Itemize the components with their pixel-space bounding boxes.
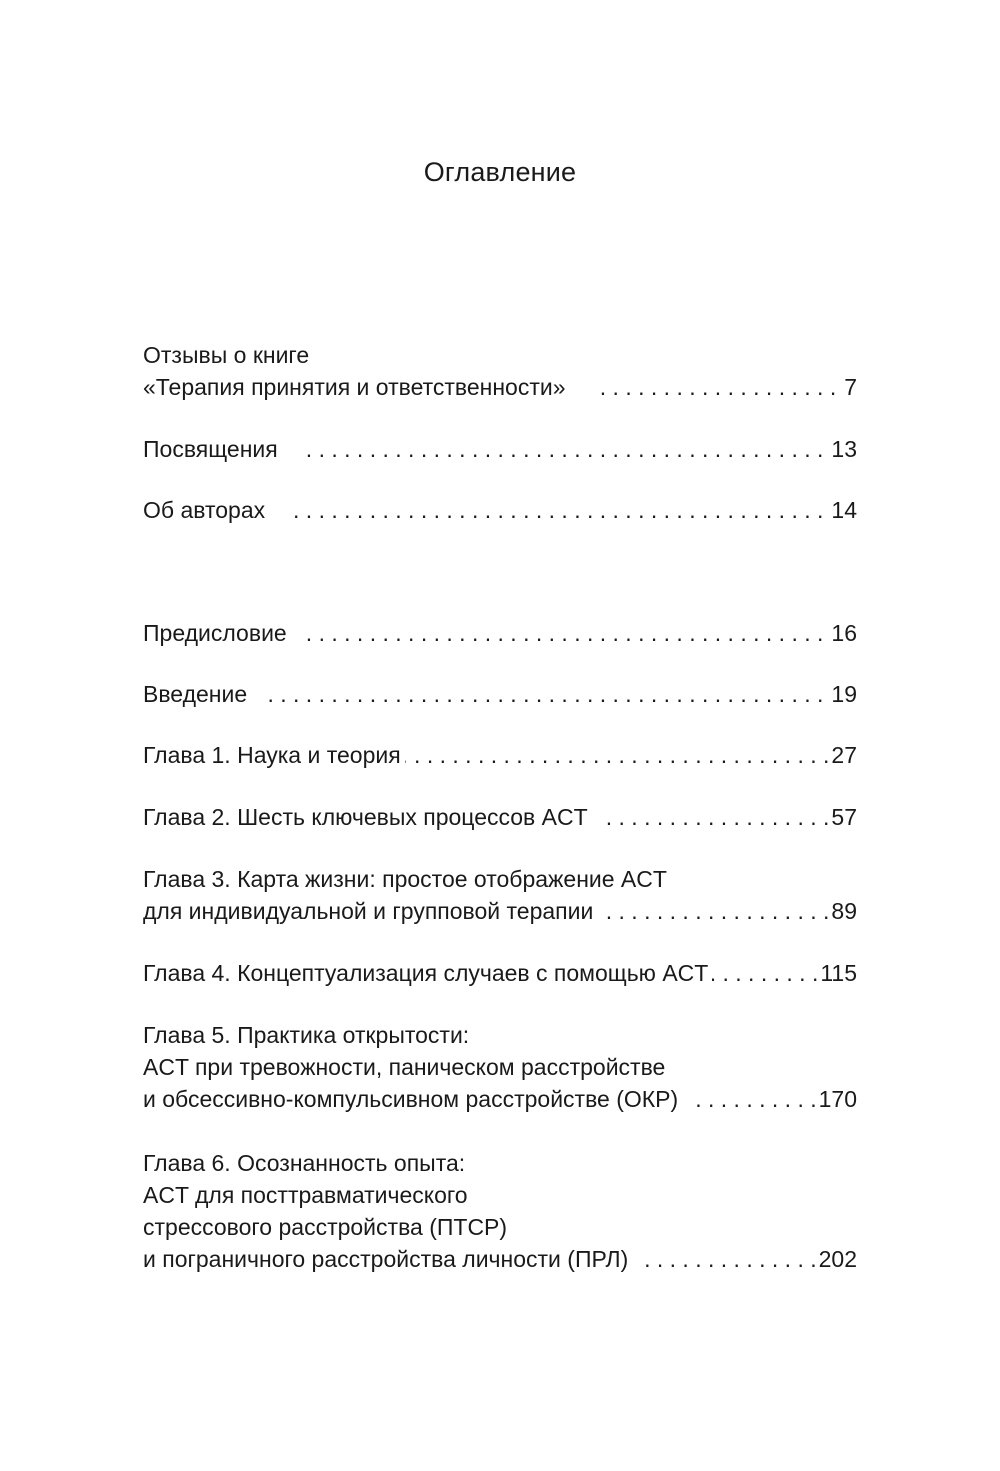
dot-leader: [603, 895, 829, 927]
toc-entry-title: Введение: [143, 681, 248, 707]
dot-leader: [598, 801, 830, 833]
dot-leader: [712, 957, 818, 989]
toc-entry-reviews[interactable]: [143, 339, 857, 403]
toc-entry-title: Глава 1. Наука и теория: [143, 742, 401, 768]
toc-entry-chapter-2[interactable]: [143, 801, 857, 833]
toc-entry-chapter-6[interactable]: [143, 1147, 857, 1275]
toc-entry-title: и обсессивно-компульсивном расстройстве (ОКР): [143, 1086, 679, 1112]
toc-entry-line: Глава 5. Практика открытости:: [143, 1022, 470, 1048]
toc-entry-title: Глава 2. Шесть ключевых процессов ACT: [143, 804, 588, 830]
toc-page-number: 115: [820, 960, 857, 986]
toc-entry-title: «Терапия принятия и ответственности»: [143, 374, 566, 400]
toc-entry-line: Глава 6. Осознанность опыта:: [143, 1150, 466, 1176]
toc-page-number: 16: [831, 620, 857, 646]
toc-entry-preface[interactable]: [143, 617, 857, 649]
dot-leader: [596, 371, 837, 403]
dot-leader: [298, 433, 824, 465]
toc-entry-title: Об авторах: [143, 497, 266, 523]
toc-entry-dedications[interactable]: [143, 433, 857, 465]
dot-leader: [307, 617, 824, 649]
toc-entry-about-authors[interactable]: [143, 494, 857, 526]
toc-entry-chapter-3[interactable]: [143, 863, 857, 927]
toc-entry-line: Отзывы о книге: [143, 342, 310, 368]
toc-page-number: 7: [844, 374, 857, 400]
toc-page-number: 202: [818, 1246, 857, 1272]
toc-entry-line: ACT для посттравматического: [143, 1182, 468, 1208]
dot-leader: [638, 1243, 816, 1275]
toc-page-number: 19: [831, 681, 857, 707]
toc-page-number: 14: [831, 497, 857, 523]
page-title: Оглавление: [423, 157, 577, 187]
toc-entry-chapter-1[interactable]: [143, 739, 857, 771]
toc-entry-chapter-4[interactable]: [143, 957, 857, 989]
toc-page-number: 13: [831, 436, 857, 462]
toc-entry-line: Глава 3. Карта жизни: простое отображение ACT: [143, 866, 667, 892]
toc-page-number: 57: [831, 804, 857, 830]
toc-page-number: 170: [818, 1086, 857, 1112]
dot-leader: [285, 494, 823, 526]
toc-entry-introduction[interactable]: [143, 678, 857, 710]
dot-leader: [688, 1083, 816, 1115]
toc-entry-title: Посвящения: [143, 436, 278, 462]
toc-entry-title: для индивидуальной и групповой терапии: [143, 898, 594, 924]
toc-entry-line: ACT при тревожности, паническом расстройстве: [143, 1054, 666, 1080]
toc-entry-chapter-5[interactable]: [143, 1019, 857, 1115]
toc-entry-title: Предисловие: [143, 620, 287, 646]
dot-leader: [405, 739, 830, 771]
toc-entry-line: стрессового расстройства (ПТСР): [143, 1214, 508, 1240]
toc-entry-title: Глава 4. Концептуализация случаев с помощью ACT: [143, 960, 709, 986]
dot-leader: [267, 678, 823, 710]
toc-page-number: 89: [831, 898, 857, 924]
toc-page-number: 27: [831, 742, 857, 768]
toc-entry-title: и пограничного расстройства личности (ПРЛ): [143, 1246, 629, 1272]
